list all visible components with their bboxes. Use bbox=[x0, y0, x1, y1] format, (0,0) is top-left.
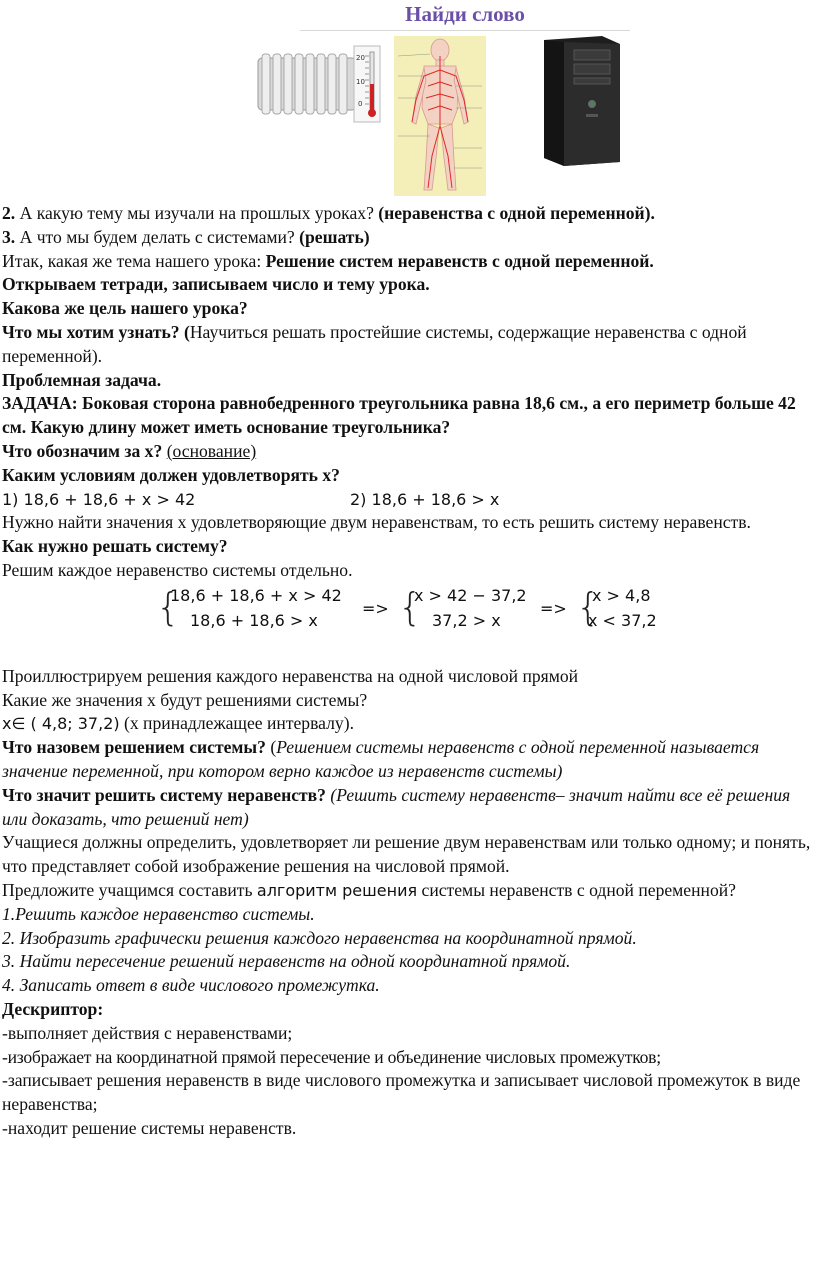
definition-solution: Что назовем решением системы? (Решением системы неравенств с одной переменной называется значение переменной, при котором верно каждое из неравенств системы) bbox=[2, 737, 760, 781]
document-body bbox=[2, 202, 814, 1141]
algorithm-step-1: 1.Решить каждое неравенство системы. bbox=[2, 903, 315, 924]
illustrate: Проиллюстрируем решения каждого неравенства на одной числовой прямой bbox=[2, 665, 579, 686]
question-3: 3. А что мы будем делать с системами? (решать) bbox=[2, 226, 370, 247]
algorithm-step-2: 2. Изобразить графически решения каждого неравенства на координатной прямой. bbox=[2, 927, 637, 948]
descriptor-title: Дескриптор: bbox=[2, 998, 104, 1019]
nervous-system-image bbox=[394, 36, 486, 196]
arrow-2: => bbox=[540, 598, 567, 618]
open-notebooks: Открываем тетради, записываем число и тему урока. bbox=[2, 274, 430, 295]
radiator-icon bbox=[258, 54, 356, 114]
answer-interval: x∈ ( 4,8; 37,2) (х принадлежащее интервалу). bbox=[2, 713, 354, 734]
task-text: ЗАДАЧА: Боковая сторона равнобедренного треугольника равна 18,6 см., а его периметр больше 42 см. Какую длину может иметь основание треугольника? bbox=[2, 393, 796, 438]
system-2-top: x > 42 − 37,2 bbox=[414, 585, 527, 605]
system-2-bottom: 37,2 > x bbox=[432, 610, 501, 630]
page-title: Найди слово bbox=[405, 2, 525, 26]
thermo-label-0: 0 bbox=[358, 100, 363, 108]
descriptor-4: -находит решение системы неравенств. bbox=[2, 1117, 297, 1138]
thermo-label-20: 20 bbox=[356, 54, 365, 62]
lesson-topic: Итак, какая же тема нашего урока: Решение систем неравенств с одной переменной. bbox=[2, 250, 654, 271]
algorithm-step-3: 3. Найти пересечение решений неравенств на одной координатной прямой. bbox=[2, 951, 571, 972]
system-1-top: 18,6 + 18,6 + x > 42 bbox=[170, 585, 342, 605]
problem-heading: Проблемная задача. bbox=[2, 369, 162, 390]
computer-case-image bbox=[536, 34, 624, 168]
variable-question: Что обозначим за х? (основание) bbox=[2, 440, 257, 461]
solutions-question: Какие же значения х будут решениями системы? bbox=[2, 689, 368, 710]
conditions-question: Каким условиям должен удовлетворять х? bbox=[2, 464, 340, 485]
brace-1: { bbox=[156, 584, 181, 629]
system-1-bottom: 18,6 + 18,6 > x bbox=[190, 610, 318, 630]
descriptor-1: -выполняет действия с неравенствами; bbox=[2, 1022, 293, 1043]
descriptor-3: -записывает решения неравенств в виде числового промежутка и записывает числовой промежуток в виде неравенства; bbox=[2, 1070, 801, 1115]
how-to-solve-question: Как нужно решать систему? bbox=[2, 536, 228, 557]
brace-3: { bbox=[576, 584, 601, 629]
descriptor-2: -изображает на координатной прямой пересечение и объединение числовых промежутков; bbox=[2, 1046, 661, 1067]
computer-case-icon bbox=[544, 36, 620, 166]
students-task: Учащиеся должны определить, удовлетворяет ли решение двум неравенствам или только одному; и понять, что представляет собой изображение решения на числовой прямой. bbox=[2, 832, 811, 877]
system-solution bbox=[2, 583, 814, 635]
system-3-bottom: x < 37,2 bbox=[588, 610, 657, 630]
algorithm-step-4: 4. Записать ответ в виде числового промежутка. bbox=[2, 975, 380, 996]
thermometer-icon bbox=[354, 46, 380, 122]
lesson-goal-question: Какова же цель нашего урока? bbox=[2, 298, 248, 319]
thermo-label-10: 10 bbox=[356, 78, 365, 86]
brace-2: { bbox=[398, 584, 423, 629]
title-divider bbox=[300, 30, 630, 31]
definition-solve: Что значит решить систему неравенств? (Решить систему неравенств– значит найти все её решения или доказать, что решений нет) bbox=[2, 784, 791, 829]
need-to-solve: Нужно найти значения х удовлетворяющие двум неравенствам, то есть решить систему неравенств. bbox=[2, 512, 751, 533]
algorithm-prompt: Предложите учащимся составить алгоритм решения системы неравенств с одной переменной? bbox=[2, 879, 736, 900]
conditions: 1) 18,6 + 18,6 + x > 42 2) 18,6 + 18,6 > x bbox=[2, 489, 500, 509]
question-2: 2. А какую тему мы изучали на прошлых уроках? (неравенства с одной переменной). bbox=[2, 203, 655, 223]
solve-each: Решим каждое неравенство системы отдельно. bbox=[2, 559, 353, 580]
arrow-1: => bbox=[362, 598, 389, 618]
system-3-top: x > 4,8 bbox=[592, 585, 651, 605]
lesson-goal: Что мы хотим узнать? (Научиться решать простейшие системы, содержащие неравенства с одной переменной). bbox=[2, 321, 747, 366]
radiator-thermometer-image bbox=[256, 44, 384, 124]
